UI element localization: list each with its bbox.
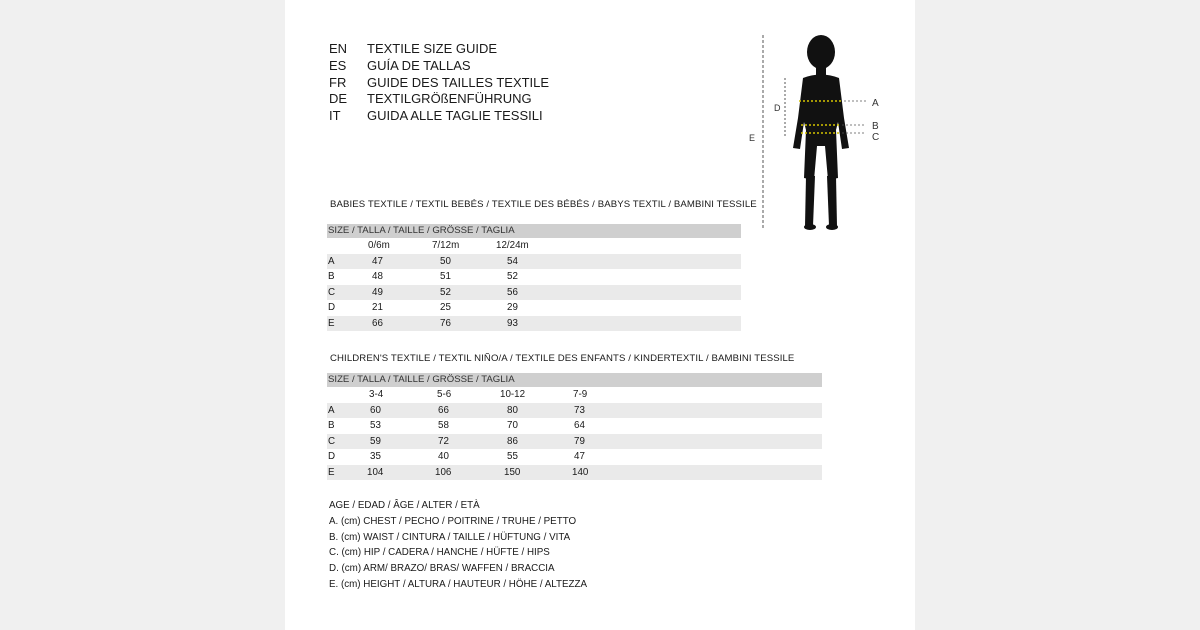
babies-size-row xyxy=(327,238,741,254)
legend-item: C. (cm) HIP / CADERA / HANCHE / HÜFTE / HIPS xyxy=(329,547,550,559)
row-label: B xyxy=(328,271,335,282)
row-label: E xyxy=(328,317,335,329)
label-b: B xyxy=(872,121,879,132)
table-cell: 93 xyxy=(507,317,518,329)
size-label: 12/24m xyxy=(496,240,529,251)
table-cell: 48 xyxy=(372,271,383,282)
table-row xyxy=(327,300,741,316)
language-title: TEXTILE SIZE GUIDE xyxy=(367,41,498,56)
children-size-row xyxy=(327,387,822,403)
table-cell: 60 xyxy=(370,404,381,416)
table-cell: 50 xyxy=(440,255,451,267)
table-cell: 58 xyxy=(438,420,449,431)
language-row xyxy=(329,75,549,92)
row-label: C xyxy=(328,435,336,447)
table-cell: 56 xyxy=(507,286,518,298)
table-cell: 64 xyxy=(574,420,585,431)
label-c: C xyxy=(872,132,880,143)
size-label: 0/6m xyxy=(368,240,390,251)
size-label: 3-4 xyxy=(369,389,384,400)
table-cell: 40 xyxy=(438,451,449,462)
table-row xyxy=(327,316,741,332)
table-row xyxy=(327,465,822,481)
children-size-table xyxy=(327,373,822,480)
language-title: GUÍA DE TALLAS xyxy=(367,57,471,73)
language-title-list xyxy=(329,41,549,125)
table-cell: 25 xyxy=(440,302,451,313)
table-cell: 52 xyxy=(440,286,451,298)
language-code: FR xyxy=(329,74,347,90)
label-d: D xyxy=(774,103,781,113)
table-cell: 140 xyxy=(572,466,589,478)
babies-section-title: BABIES TEXTILE / TEXTIL BEBÉS / TEXTILE DES BÉBÉS / BABYS TEXTIL / BAMBINI TESSILE xyxy=(330,199,757,210)
legend-item: D. (cm) ARM/ BRAZO/ BRAS/ WAFFEN / BRACCIA xyxy=(329,563,555,575)
language-title: GUIDA ALLE TAGLIE TESSILI xyxy=(367,108,543,124)
legend-item: A. (cm) CHEST / PECHO / POITRINE / TRUHE / PETTO xyxy=(329,515,577,527)
legend-item: B. (cm) WAIST / CINTURA / TAILLE / HÜFTUNG / VITA xyxy=(329,531,571,543)
size-label: 5-6 xyxy=(437,389,452,400)
babies-table-header: SIZE / TALLA / TAILLE / GRÖSSE / TAGLIA xyxy=(327,224,741,238)
label-a: A xyxy=(872,98,879,109)
measurement-legend xyxy=(329,498,587,593)
row-label: C xyxy=(328,286,336,298)
row-label: A xyxy=(328,404,335,416)
language-code: EN xyxy=(329,41,348,56)
label-e: E xyxy=(749,133,756,143)
language-row xyxy=(329,41,549,58)
table-cell: 80 xyxy=(507,404,518,416)
table-row xyxy=(327,254,741,270)
table-row xyxy=(327,449,822,465)
size-label: 7-9 xyxy=(573,389,588,400)
table-cell: 106 xyxy=(435,466,452,478)
table-cell: 79 xyxy=(574,435,585,447)
table-cell: 47 xyxy=(372,255,383,267)
babies-size-table xyxy=(327,224,741,331)
legend-item: E. (cm) HEIGHT / ALTURA / HAUTEUR / HÖHE / ALTEZZA xyxy=(329,578,588,590)
language-code: DE xyxy=(329,91,348,107)
row-label: D xyxy=(328,451,336,462)
size-label: 10-12 xyxy=(500,389,526,400)
table-row xyxy=(327,269,741,285)
table-cell: 53 xyxy=(370,420,381,431)
table-cell: 52 xyxy=(507,271,518,282)
table-cell: 55 xyxy=(507,451,518,462)
child-silhouette-figure xyxy=(745,30,895,235)
children-table-header: SIZE / TALLA / TAILLE / GRÖSSE / TAGLIA xyxy=(327,373,822,387)
row-label: A xyxy=(328,255,335,267)
table-cell: 51 xyxy=(440,271,451,282)
table-cell: 35 xyxy=(370,451,381,462)
table-cell: 66 xyxy=(372,317,383,329)
table-cell: 86 xyxy=(507,435,518,447)
table-cell: 47 xyxy=(574,451,585,462)
table-cell: 150 xyxy=(504,466,521,478)
table-cell: 76 xyxy=(440,317,451,329)
table-row xyxy=(327,434,822,450)
table-cell: 73 xyxy=(574,404,585,416)
language-row xyxy=(329,108,549,125)
table-row xyxy=(327,285,741,301)
language-code: IT xyxy=(329,108,341,124)
table-cell: 66 xyxy=(438,404,449,416)
table-cell: 72 xyxy=(438,435,449,447)
table-row xyxy=(327,418,822,434)
size-label: 7/12m xyxy=(432,240,460,251)
legend-item: AGE / EDAD / ÂGE / ALTER / ETÀ xyxy=(329,500,480,511)
table-cell: 59 xyxy=(370,435,381,447)
row-label: D xyxy=(328,302,336,313)
children-section-title: CHILDREN'S TEXTILE / TEXTIL NIÑO/A / TEXTILE DES ENFANTS / KINDERTEXTIL / BAMBINI TESSILE xyxy=(330,353,795,364)
table-cell: 21 xyxy=(372,302,383,313)
row-label: B xyxy=(328,420,335,431)
table-cell: 29 xyxy=(507,302,518,313)
table-cell: 104 xyxy=(367,466,384,478)
table-cell: 54 xyxy=(507,255,518,267)
language-title: GUIDE DES TAILLES TEXTILE xyxy=(367,74,550,90)
row-label: E xyxy=(328,466,335,478)
language-code: ES xyxy=(329,57,347,73)
table-cell: 70 xyxy=(507,420,518,431)
table-row xyxy=(327,403,822,419)
language-row xyxy=(329,58,549,75)
language-title: TEXTILGRÖßENFÜHRUNG xyxy=(367,91,532,107)
language-row xyxy=(329,91,549,108)
table-cell: 49 xyxy=(372,286,383,298)
